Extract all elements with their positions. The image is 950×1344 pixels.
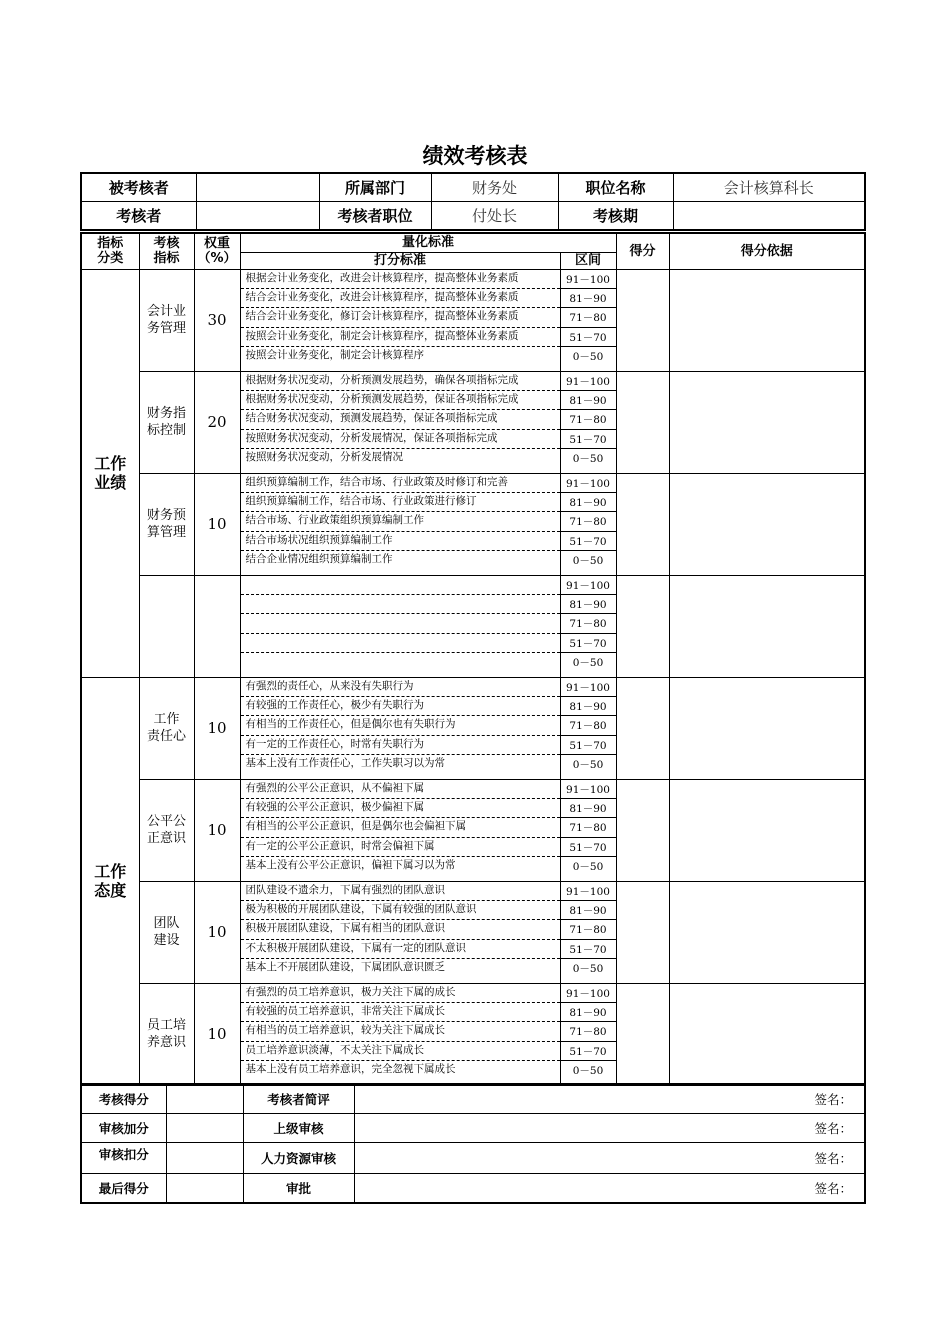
criteria-line: 团队建设不遗余力，下属有强烈的团队意识 — [241, 882, 560, 901]
indicator-cell: 会计业 务管理 — [139, 269, 194, 371]
range-line: 0－50 — [572, 759, 604, 772]
criteria-line — [241, 614, 560, 633]
category-header: 指标 分类 — [81, 233, 139, 269]
range-cell — [560, 779, 616, 881]
range-line: 0－50 — [572, 963, 604, 976]
criteria-line: 组织预算编制工作，结合市场、行业政策进行修订 — [241, 493, 560, 512]
criteria-cell — [240, 371, 560, 473]
examiner-position-field[interactable]: 付处长 — [431, 202, 558, 231]
score-header: 得分 — [616, 233, 669, 269]
criteria-line: 结合会计业务变化，修订会计核算程序，提高整体业务素质 — [241, 308, 560, 327]
range-line: 71－80 — [561, 920, 616, 939]
signature-field[interactable]: 签名： — [354, 1174, 865, 1204]
criteria-line: 极为积极的开展团队建设，下属有较强的团队意识 — [241, 901, 560, 920]
examiner-label: 考核者 — [81, 202, 196, 231]
signature-field[interactable]: 签名： — [354, 1143, 865, 1174]
range-line: 91－100 — [561, 678, 616, 697]
range-line: 51－70 — [561, 634, 616, 653]
range-line: 51－70 — [561, 838, 616, 857]
examinee-label: 被考核者 — [81, 173, 196, 202]
criteria-cell — [240, 677, 560, 779]
criteria-line — [241, 595, 560, 614]
score-input[interactable] — [616, 269, 669, 371]
criteria-line: 组织预算编制工作，结合市场、行业政策及时修订和完善 — [241, 474, 560, 493]
criteria-line: 结合市场状况组织预算编制工作 — [241, 532, 560, 551]
footer-review-label: 审批 — [243, 1174, 354, 1204]
criteria-cell — [240, 473, 560, 575]
weight-cell: 30 — [194, 269, 240, 371]
indicator-cell: 团队 建设 — [139, 881, 194, 983]
footer-value-input[interactable] — [166, 1114, 243, 1143]
criteria-cell — [240, 779, 560, 881]
indicator-header: 考核 指标 — [139, 233, 194, 269]
criteria-line: 基本上不开展团队建设，下属团队意识匮乏 — [245, 961, 445, 974]
range-line: 81－90 — [561, 697, 616, 716]
footer-review-label: 考核者简评 — [243, 1084, 354, 1114]
criteria-line — [241, 634, 560, 653]
signature-field[interactable]: 签名： — [354, 1114, 865, 1143]
criteria-line: 积极开展团队建设，下属有相当的团队意识 — [241, 920, 560, 939]
criteria-line: 按照会计业务变化，制定会计核算程序，提高整体业务素质 — [241, 328, 560, 347]
examiner-field[interactable] — [196, 202, 319, 231]
range-line: 0－50 — [572, 555, 604, 568]
category-cell: 工作 态度 — [81, 677, 139, 1085]
info-table — [80, 172, 866, 231]
category-cell: 工作 业绩 — [81, 269, 139, 677]
footer-label: 审核加分 — [81, 1114, 166, 1143]
weight-cell: 10 — [194, 473, 240, 575]
range-line: 91－100 — [561, 372, 616, 391]
range-line: 0－50 — [572, 861, 604, 874]
criteria-line: 按照财务状况变动，分析发展情况 — [245, 451, 403, 464]
score-input[interactable] — [616, 371, 669, 473]
position-field[interactable]: 会计核算科长 — [673, 173, 865, 202]
footer-review-label: 人力资源审核 — [243, 1143, 354, 1174]
range-line: 51－70 — [561, 1042, 616, 1061]
footer-row — [81, 1084, 865, 1114]
criteria-cell — [240, 983, 560, 1085]
indicator-row — [81, 677, 865, 779]
range-line: 81－90 — [561, 289, 616, 308]
range-line: 91－100 — [561, 270, 616, 289]
criteria-cell — [240, 269, 560, 371]
weight-cell: 10 — [194, 779, 240, 881]
indicator-cell: 公平公 正意识 — [139, 779, 194, 881]
range-line: 71－80 — [561, 614, 616, 633]
basis-input[interactable] — [669, 269, 865, 371]
range-cell — [560, 575, 616, 677]
range-line: 0－50 — [572, 453, 604, 466]
criteria-line: 有较强的工作责任心，极少有失职行为 — [241, 697, 560, 716]
criteria-line: 员工培养意识淡薄，不太关注下属成长 — [241, 1042, 560, 1061]
criteria-cell — [240, 575, 560, 677]
period-field[interactable] — [673, 202, 865, 231]
criteria-line: 有相当的员工培养意识，较为关注下属成长 — [241, 1022, 560, 1041]
criteria-line: 基本上没有公平公正意识，偏袒下属习以为常 — [245, 859, 456, 872]
criteria-line: 根据财务状况变动，分析预测发展趋势，保证各项指标完成 — [241, 391, 560, 410]
footer-row — [81, 1143, 865, 1174]
footer-table — [80, 1083, 866, 1204]
basis-input[interactable] — [669, 779, 865, 881]
signature-field[interactable]: 签名： — [354, 1084, 865, 1114]
criteria-line: 按照会计业务变化，制定会计核算程序 — [245, 349, 424, 362]
weight-header: 权重 （%） — [194, 233, 240, 269]
footer-row — [81, 1174, 865, 1204]
criteria-line: 有较强的员工培养意识，非常关注下属成长 — [241, 1003, 560, 1022]
indicator-cell: 财务指 标控制 — [139, 371, 194, 473]
range-line: 0－50 — [572, 1065, 604, 1078]
criteria-line: 结合市场、行业政策组织预算编制工作 — [241, 512, 560, 531]
criteria-line: 基本上没有员工培养意识，完全忽视下属成长 — [245, 1063, 456, 1076]
department-label: 所属部门 — [319, 173, 431, 202]
range-line: 91－100 — [561, 882, 616, 901]
criteria-line: 有一定的工作责任心，时常有失职行为 — [241, 736, 560, 755]
range-line: 51－70 — [561, 328, 616, 347]
range-line: 51－70 — [561, 736, 616, 755]
range-line: 91－100 — [561, 780, 616, 799]
weight-cell: 10 — [194, 881, 240, 983]
range-cell — [560, 983, 616, 1085]
range-line: 71－80 — [561, 1022, 616, 1041]
basis-input[interactable] — [669, 983, 865, 1085]
range-cell — [560, 371, 616, 473]
basis-input[interactable] — [669, 677, 865, 779]
basis-input[interactable] — [669, 371, 865, 473]
range-cell — [560, 677, 616, 779]
indicator-row — [81, 473, 865, 575]
footer-review-label: 上级审核 — [243, 1114, 354, 1143]
criteria-line: 有强烈的公平公正意识，从不偏袒下属 — [241, 780, 560, 799]
indicator-row — [81, 371, 865, 473]
score-input[interactable] — [616, 473, 669, 575]
criteria-line: 按照财务状况变动，分析发展情况，保证各项指标完成 — [241, 430, 560, 449]
weight-cell: 10 — [194, 983, 240, 1085]
indicator-row — [81, 983, 865, 1085]
criteria-line: 根据会计业务变化，改进会计核算程序，提高整体业务素质 — [241, 270, 560, 289]
basis-input[interactable] — [669, 881, 865, 983]
quant-header: 量化标准 — [240, 233, 616, 252]
indicator-cell: 财务预 算管理 — [139, 473, 194, 575]
range-line: 71－80 — [561, 818, 616, 837]
basis-input[interactable] — [669, 473, 865, 575]
indicator-row — [81, 575, 865, 677]
indicator-cell — [139, 575, 194, 677]
page-title: 绩效考核表 — [422, 144, 528, 168]
range-line: 81－90 — [561, 901, 616, 920]
examiner-position-label: 考核者职位 — [319, 202, 431, 231]
range-line: 71－80 — [561, 512, 616, 531]
score-input[interactable] — [616, 677, 669, 779]
range-line: 81－90 — [561, 391, 616, 410]
criteria-line: 结合会计业务变化，改进会计核算程序，提高整体业务素质 — [241, 289, 560, 308]
period-label: 考核期 — [558, 202, 673, 231]
criteria-line: 有强烈的责任心，从来没有失职行为 — [241, 678, 560, 697]
range-line: 0－50 — [572, 657, 604, 670]
footer-label: 审核扣分 — [81, 1143, 166, 1174]
weight-cell — [194, 575, 240, 677]
criteria-line — [241, 653, 560, 672]
range-line: 81－90 — [561, 799, 616, 818]
footer-label: 考核得分 — [81, 1084, 166, 1114]
criteria-line: 基本上没有工作责任心，工作失职习以为常 — [245, 757, 445, 770]
basis-input[interactable] — [669, 575, 865, 677]
range-header: 区间 — [560, 252, 616, 269]
range-line: 91－100 — [561, 576, 616, 595]
range-line: 51－70 — [561, 940, 616, 959]
weight-cell: 10 — [194, 677, 240, 779]
score-input[interactable] — [616, 881, 669, 983]
range-cell — [560, 881, 616, 983]
range-line: 91－100 — [561, 474, 616, 493]
criteria-line: 结合财务状况变动，预测发展趋势，保证各项指标完成 — [241, 410, 560, 429]
range-line: 71－80 — [561, 410, 616, 429]
examinee-field[interactable] — [196, 173, 319, 202]
criteria-line: 结合企业情况组织预算编制工作 — [245, 553, 393, 566]
footer-value-input[interactable] — [166, 1174, 243, 1204]
range-line: 81－90 — [561, 1003, 616, 1022]
footer-value-input[interactable] — [166, 1143, 243, 1174]
score-input[interactable] — [616, 983, 669, 1085]
position-label: 职位名称 — [558, 173, 673, 202]
range-line: 81－90 — [561, 595, 616, 614]
footer-label: 最后得分 — [81, 1174, 166, 1204]
indicator-row — [81, 779, 865, 881]
indicator-cell: 员工培 养意识 — [139, 983, 194, 1085]
range-line: 91－100 — [561, 984, 616, 1003]
indicator-cell: 工作 责任心 — [139, 677, 194, 779]
range-line: 51－70 — [561, 430, 616, 449]
criteria-line: 根据财务状况变动，分析预测发展趋势，确保各项指标完成 — [241, 372, 560, 391]
department-field[interactable]: 财务处 — [431, 173, 558, 202]
score-input[interactable] — [616, 779, 669, 881]
indicator-row — [81, 881, 865, 983]
range-cell — [560, 473, 616, 575]
criteria-line: 有强烈的员工培养意识，极力关注下属的成长 — [241, 984, 560, 1003]
criteria-header: 打分标准 — [240, 252, 560, 269]
criteria-line: 有相当的公平公正意识，但是偶尔也会偏袒下属 — [241, 818, 560, 837]
criteria-cell — [240, 881, 560, 983]
basis-header: 得分依据 — [669, 233, 865, 269]
range-line: 51－70 — [561, 532, 616, 551]
range-line: 71－80 — [561, 716, 616, 735]
criteria-line: 有相当的工作责任心，但是偶尔也有失职行为 — [241, 716, 560, 735]
criteria-line: 有较强的公平公正意识，极少偏袒下属 — [241, 799, 560, 818]
weight-cell: 20 — [194, 371, 240, 473]
footer-row — [81, 1114, 865, 1143]
range-cell — [560, 269, 616, 371]
range-line: 81－90 — [561, 493, 616, 512]
range-line: 71－80 — [561, 308, 616, 327]
score-input[interactable] — [616, 575, 669, 677]
footer-value-input[interactable] — [166, 1084, 243, 1114]
indicator-row — [81, 269, 865, 371]
criteria-line — [241, 576, 560, 595]
criteria-line: 有一定的公平公正意识，时常会偏袒下属 — [241, 838, 560, 857]
range-line: 0－50 — [572, 351, 604, 364]
criteria-line: 不太积极开展团队建设，下属有一定的团队意识 — [241, 940, 560, 959]
assessment-table — [80, 232, 866, 1086]
